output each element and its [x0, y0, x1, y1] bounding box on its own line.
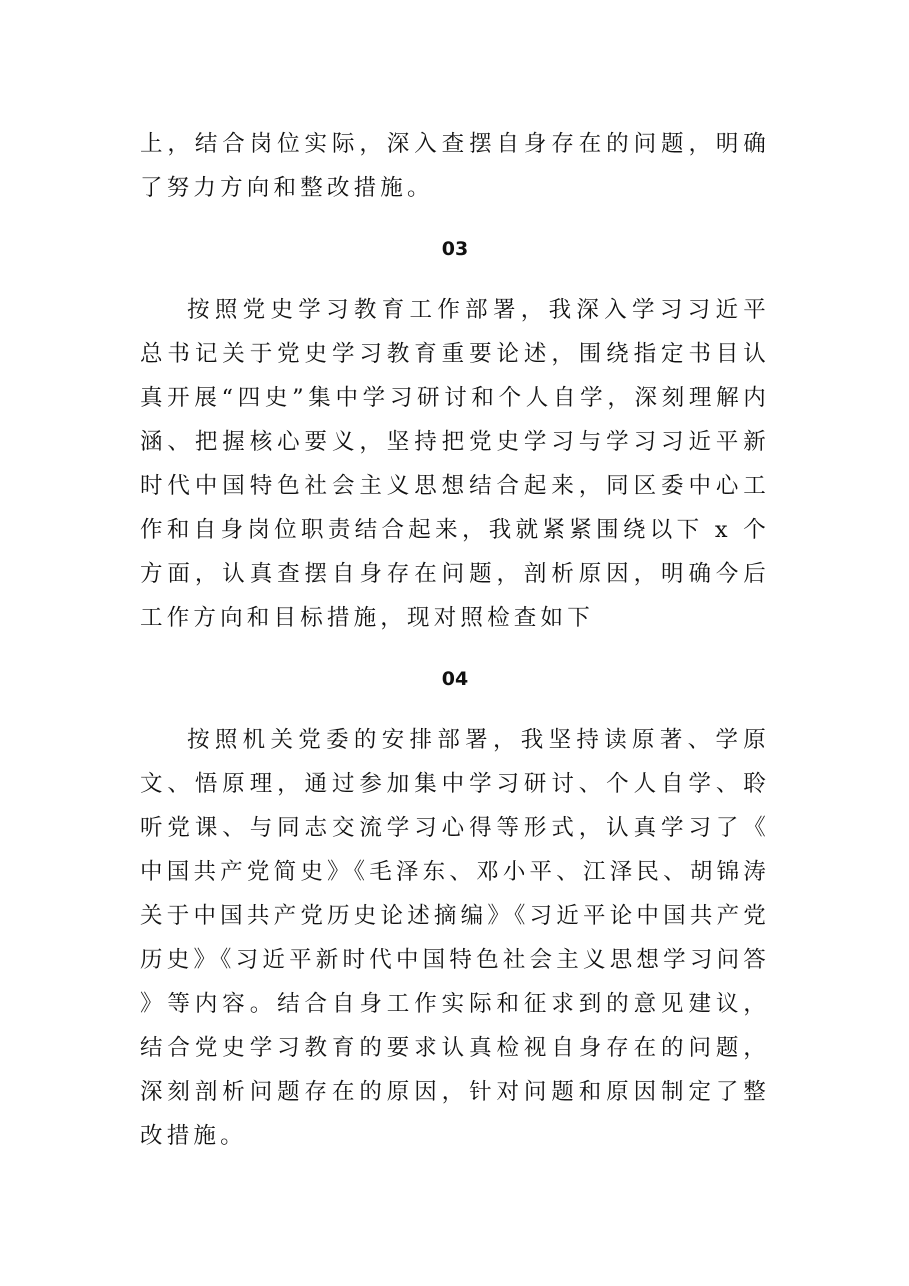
spacer — [140, 210, 770, 227]
document-body — [140, 122, 770, 1158]
section-heading-04: 04 — [441, 668, 469, 690]
continuation-paragraph: 上，结合岗位实际，深入查摆自身存在的问题，明确了努力方向和整改措施。 — [140, 131, 770, 201]
spacer — [140, 640, 770, 657]
section-paragraph-03: 按照党史学习教育工作部署，我深入学习习近平总书记关于党史学习教育重要论述，围绕指定书目认真开展“四史”集中学习研讨和个人自学，深刻理解内涵、把握核心要义，坚持把党史学习与学习习近平新时代中国特色社会主义思想结合起来，同区委中心工作和自身岗位职责结合起来，我就紧紧围绕以下 x 个方面，认真查摆自身存在问题，剖析原因，明确今后工作方向和目标措施，现对照检查如下 — [140, 297, 770, 631]
spacer — [140, 701, 770, 718]
spacer — [140, 271, 770, 288]
section-paragraph-04: 按照机关党委的安排部署，我坚持读原著、学原文、悟原理，通过参加集中学习研讨、个人自学、聆听党课、与同志交流学习心得等形式，认真学习了《中国共产党简史》《毛泽东、邓小平、江泽民、胡锦涛关于中国共产党历史论述摘编》《习近平论中国共产党历史》《习近平新时代中国特色社会主义思想学习问答》等内容。结合自身工作实际和征求到的意见建议，结合党史学习教育的要求认真检视自身存在的问题，深刻剖析问题存在的原因，针对问题和原因制定了整改措施。 — [140, 727, 770, 1149]
section-heading-03: 03 — [441, 238, 469, 260]
